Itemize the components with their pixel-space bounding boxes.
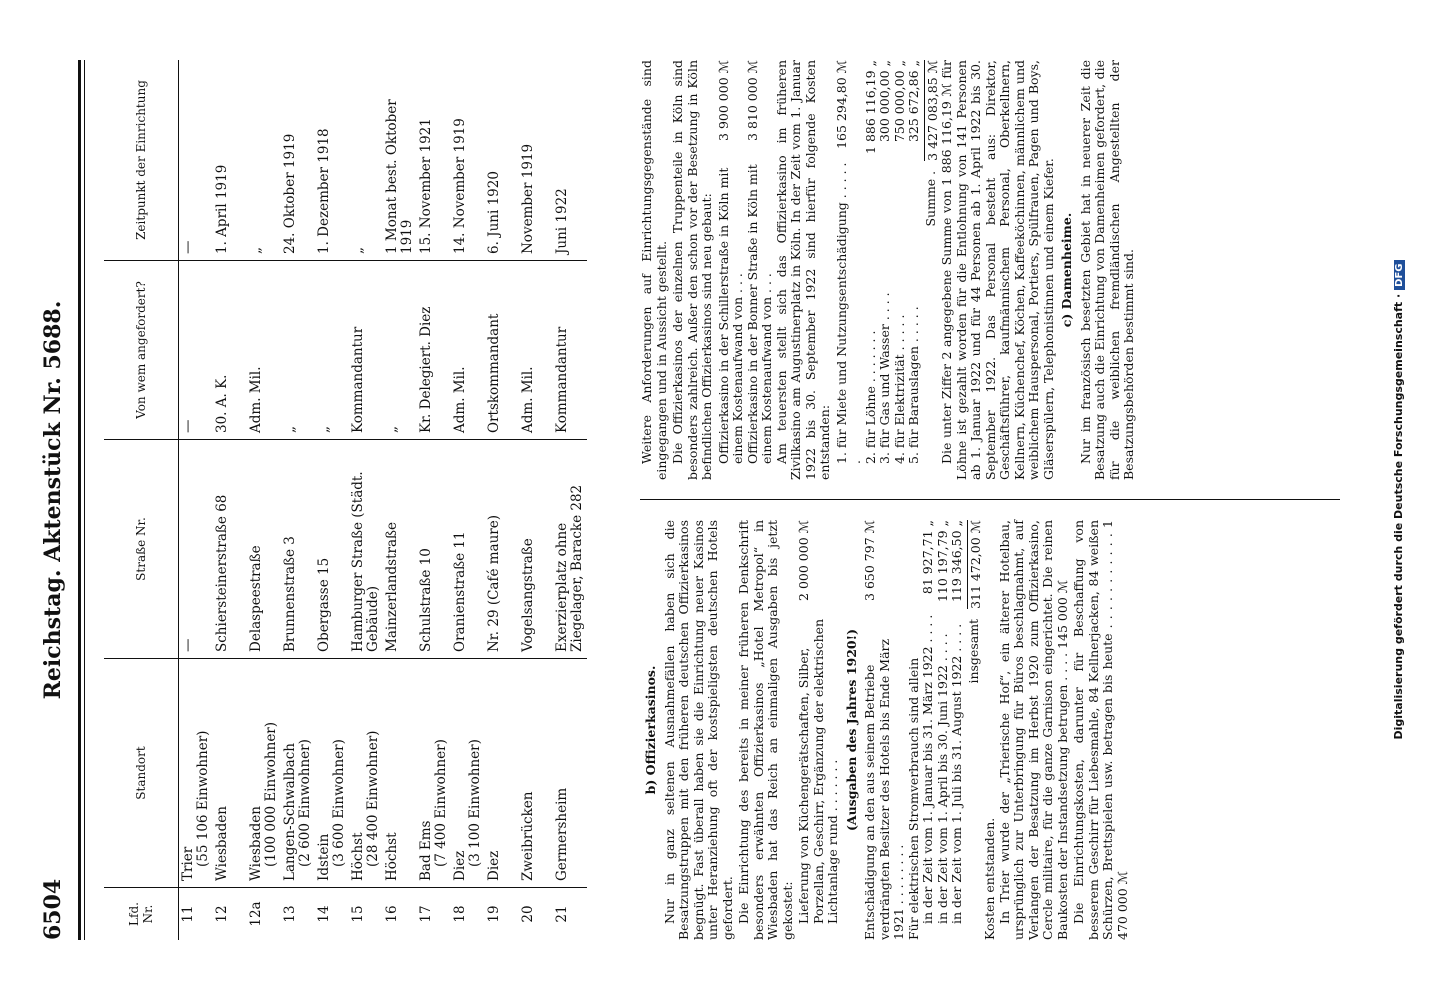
paragraph: Weitere Anforderungen auf Einrichtungsgegenstände sind eingegangen und in Aussicht gestellt. <box>639 60 669 480</box>
cell-von-wem <box>417 261 451 440</box>
cell-strasse-text: Schulstraße 10 <box>418 548 434 652</box>
cell-strasse <box>281 440 315 659</box>
cost-label: 3. für Gas und Wasser . . . . <box>877 292 892 464</box>
col-header-zeitpunkt: Zeitpunkt der Einrichtung <box>104 60 179 261</box>
cell-zeitpunkt <box>519 60 553 261</box>
cell-nr-text: 18 <box>452 905 468 923</box>
cell-zeitpunkt <box>179 60 214 261</box>
cost-line <box>864 60 879 480</box>
digitization-credit <box>1392 0 1405 1000</box>
cell-standort <box>179 659 214 888</box>
cell-von-wem-text: Ortskommandant <box>486 313 502 433</box>
cell-von-wem-text: Kr. Delegiert. Diez <box>418 306 434 433</box>
cell-nr-text: 19 <box>486 905 502 923</box>
cell-standort-text: Idstein <box>316 833 332 881</box>
paragraph-text: Die Einrichtungskosten, darunter für Beschaffung von besserem Geschirr für Liebesmahle, 84 Kellnerjacken, 84 weißen Schürzen, Brettspielen usw. betragen bis heute . . . . . . . . . . . <box>1071 520 1115 940</box>
cell-strasse <box>417 440 451 659</box>
cost-label: 5. für Barauslagen . . . . . <box>906 306 921 464</box>
cell-von-wem-text: Kommandantur <box>554 326 570 433</box>
table-row <box>383 60 417 940</box>
cell-standort <box>383 659 417 888</box>
cell-einwohner-text: (100 000 Einwohner) <box>263 721 279 867</box>
cell-von-wem-text: Kommandantur <box>350 326 366 433</box>
paragraph: Die Offizierkasinos der einzelnen Truppenteile in Köln sind besonders zahlreich. Außer den schon vor der Besetzung in Köln befindlichen Offizierkasinos sind neu gebaut: <box>670 60 714 480</box>
cell-nr <box>417 888 451 941</box>
cell-zeitpunkt <box>247 60 281 261</box>
cell-nr <box>213 888 247 941</box>
cell-nr <box>281 888 315 941</box>
cell-strasse-text: — <box>180 638 196 652</box>
paragraph: Nur im französisch besetzten Gebiet hat in neuerer Zeit die Besatzung auch die Einrichtung von Damenheimen gefordert, die für die weiblichen fremdländischen Angestellten der Besatzungsbehörden bestimmt sind. <box>1077 60 1136 480</box>
cell-strasse-text: Nr. 29 (Café maure) <box>486 514 502 652</box>
cell-zeitpunkt <box>383 60 417 261</box>
cell-strasse-text: Brunnenstraße 3 <box>282 536 298 652</box>
cell-nr <box>179 888 214 941</box>
table-row <box>553 60 587 940</box>
cell-strasse <box>519 440 553 659</box>
cell-nr <box>247 888 281 941</box>
cell-nr-text: 12 <box>214 905 230 923</box>
cost-amount: 300 000,00 „ <box>877 60 892 143</box>
cell-nr <box>451 888 485 941</box>
paragraph: Am teuersten stellt sich das Offizierkasino im früheren Zivilkasino am Augustinerplatz in Köln. In der Zeit vom 1. Januar 1922 bis 30. September 1922 sind hierfür folgende Kosten entstanden: <box>773 60 832 480</box>
cell-standort-text: Höchst <box>350 832 366 881</box>
cost-amount: 1 886 116,19 „ <box>862 60 878 154</box>
cost-label: 1. für Miete und Nutzungsentschädigung . . . . . . <box>833 162 863 464</box>
cost-amount: 165 294,80 ℳ <box>833 60 849 149</box>
cell-von-wem-text: Adm. Mil. <box>452 366 468 433</box>
cell-standort-text: Trier <box>180 846 196 881</box>
cell-standort-text: Zweibrücken <box>520 791 536 881</box>
section-heading-offizierkasinos: b) Offizierkasinos. <box>643 665 658 795</box>
cell-nr-text: 14 <box>316 905 332 923</box>
cell-strasse <box>553 440 587 659</box>
section-heading-damenheime: c) Damenheime. <box>1059 212 1074 328</box>
cell-von-wem <box>213 261 247 440</box>
header-rule <box>78 60 81 940</box>
cell-zeitpunkt-text: 14. November 1919 <box>452 118 468 254</box>
cell-von-wem-text: „ <box>316 426 332 433</box>
cell-strasse <box>213 440 247 659</box>
cell-strasse <box>315 440 349 659</box>
cell-standort <box>281 659 315 888</box>
cell-standort-text: Germersheim <box>554 787 570 881</box>
cell-strasse-text: Exerzierplatz ohne Ziegelager, Baracke 282 <box>554 484 585 652</box>
cost-label: in der Zeit vom 1. April bis 30. Juni 1922 . . . . <box>934 633 950 924</box>
text-line: Kosten entstanden. <box>982 817 997 940</box>
cell-zeitpunkt-text: 6. Juni 1920 <box>486 171 502 254</box>
sum-line <box>924 60 941 480</box>
cell-zeitpunkt <box>553 60 587 261</box>
cell-standort <box>553 659 587 888</box>
cost-line <box>893 60 908 480</box>
table-row <box>179 60 214 940</box>
cell-zeitpunkt-text: 1 Monat best. Oktober 1919 <box>384 99 415 254</box>
cell-von-wem <box>485 261 519 440</box>
cell-strasse <box>451 440 485 659</box>
cell-nr <box>553 888 587 941</box>
col-header-nr: Lfd. Nr. <box>104 888 179 941</box>
cell-standort-text: Langen-Schwalbach <box>282 743 298 881</box>
cell-nr-text: 20 <box>520 905 536 923</box>
cell-zeitpunkt <box>451 60 485 261</box>
col-header-von-wem: Von wem angefordert? <box>104 261 179 440</box>
cell-standort-text: Höchst <box>384 832 400 881</box>
cell-strasse-text: Mainzerlandstraße <box>384 521 400 652</box>
cell-standort <box>485 659 519 888</box>
cell-nr-text: 11 <box>180 905 196 923</box>
cost-amount: 81 927,71 „ <box>920 520 935 595</box>
cell-nr-text: 17 <box>418 905 434 923</box>
col-header-strasse: Straße Nr. <box>104 440 179 659</box>
table-row <box>213 60 247 940</box>
cost-amount: 119 346,50 „ <box>949 520 964 603</box>
cell-von-wem-text: Adm. Mil. <box>520 366 536 433</box>
subheading: (Ausgaben des Jahres 1920!) <box>843 629 859 832</box>
cell-von-wem <box>553 261 587 440</box>
cell-einwohner-text: (2 600 Einwohner) <box>297 739 313 867</box>
cell-strasse <box>349 440 383 659</box>
cell-zeitpunkt-text: 1. Dezember 1918 <box>316 128 332 254</box>
cell-standort <box>315 659 349 888</box>
cell-von-wem-text: Adm. Mil. <box>248 366 264 433</box>
cell-nr <box>519 888 553 941</box>
cell-nr-text: 21 <box>554 905 570 923</box>
sum-label: Summe . <box>922 170 938 227</box>
paragraph <box>1072 520 1130 940</box>
cell-strasse-text: Schiersteinerstraße 68 <box>214 494 230 652</box>
header-rule-thin <box>84 60 85 940</box>
cell-von-wem <box>349 261 383 440</box>
column-divider <box>640 499 1340 500</box>
cell-zeitpunkt-text: — <box>180 240 196 254</box>
cell-strasse-text: Oranienstraße 11 <box>452 531 468 652</box>
table-row <box>485 60 519 940</box>
cell-standort <box>519 659 553 888</box>
paragraph: Nur in ganz seltenen Ausnahmefällen haben sich die Besatzungstruppen mit den früheren deutschen Offizierkasinos begnügt. Fast überall haben sie die Einrichtung neuer Kasinos unter Heranziehung oft der kostspieligsten deutschen Hotels gefordert. <box>661 520 735 940</box>
cell-zeitpunkt <box>485 60 519 261</box>
page-header <box>40 60 74 940</box>
cell-einwohner-text: (7 400 Einwohner) <box>433 739 449 867</box>
cost-label: Offizierkasino in der Bonner Straße in Köln mit einem Kostenaufwand von . . . <box>744 164 774 464</box>
cell-von-wem <box>315 261 349 440</box>
cost-line <box>950 520 965 940</box>
left-column <box>640 520 1132 940</box>
paragraph: Die Einrichtung des bereits in meiner früheren Denkschrift besonders erwähnten Offizierkasinos „Hotel Metropol“ in Wiesbaden hat das Reich an einmaligen Ausgaben bis jetzt gekostet: <box>736 520 795 940</box>
paragraph: Die unter Ziffer 2 angegebene Summe von 1 886 116,19 ℳ für Löhne ist gezahlt worden für die Entlohnung von 141 Personen ab 1. Januar 1922 und für 44 Personen ab 1. April 1922 bis 30. September 1922. Das Personal besteht aus: Direktor, Geschäftsführer, kaufmännischem Personal, Oberkellnern, Kellnern, Küchenchef, Köchen, Kaffeeköchinnen, männlichem und weiblichem Hauspersonal, Portiers, Spülfrauen, Pagen und Boys, Gläserspülern, Telephonistinnen und einem Kiefer. <box>939 60 1056 480</box>
cell-strasse <box>247 440 281 659</box>
total-line <box>967 520 984 940</box>
cell-zeitpunkt-text: 1. April 1919 <box>214 164 230 254</box>
cell-von-wem <box>247 261 281 440</box>
cell-nr-text: 16 <box>384 905 400 923</box>
cost-label: in der Zeit vom 1. Juli bis 31. August 1922 . . . . <box>949 623 964 924</box>
cell-einwohner-text: (28 400 Einwohner) <box>365 730 381 867</box>
cost-line <box>835 60 864 480</box>
cell-nr <box>349 888 383 941</box>
cell-von-wem-text: 30. A. K. <box>214 374 230 433</box>
cell-zeitpunkt <box>349 60 383 261</box>
col-header-standort: Standort <box>104 659 179 888</box>
cell-standort <box>451 659 485 888</box>
cost-amount: 145 000 ℳ <box>1054 579 1070 649</box>
cell-standort-text: Bad Ems <box>418 820 434 881</box>
page-number: 6504 <box>40 878 66 940</box>
cost-line <box>878 60 893 480</box>
table-row <box>247 60 281 940</box>
cost-amount: 750 000,00 „ <box>891 60 907 143</box>
cell-einwohner-text: (3 600 Einwohner) <box>331 739 347 867</box>
cost-line <box>921 520 936 940</box>
table-row <box>417 60 451 940</box>
cell-von-wem <box>451 261 485 440</box>
page-title: Reichstag. Aktenstück Nr. 5688. <box>40 300 66 700</box>
cell-strasse <box>485 440 519 659</box>
cell-von-wem <box>383 261 417 440</box>
cell-einwohner-text: (3 100 Einwohner) <box>467 739 483 867</box>
cost-label: Entschädigung an den aus seinem Betriebe verdrängten Besitzer des Hotels bis Ende März 1921 . . . . . . . . <box>862 638 906 940</box>
cost-amount: 3 650 797 ℳ <box>862 520 877 601</box>
cost-amount: 1 470 000 ℳ <box>1100 520 1130 940</box>
cell-von-wem <box>519 261 553 440</box>
cell-standort <box>417 659 451 888</box>
cost-line <box>717 60 746 480</box>
cost-amount: 110 197,79 „ <box>934 520 950 603</box>
total-label: insgesamt <box>965 618 981 684</box>
cell-von-wem <box>179 261 214 440</box>
table-row <box>349 60 383 940</box>
text-line: Für elektrischen Stromverbrauch sind allein <box>905 657 921 940</box>
cell-standort-text: Diez <box>486 850 502 881</box>
cost-amount: 2 000 000 ℳ <box>796 520 811 601</box>
cell-standort <box>213 659 247 888</box>
cell-von-wem-text: — <box>180 419 196 433</box>
cell-standort <box>247 659 281 888</box>
cell-standort-text: Wiesbaden <box>248 806 264 881</box>
table-row <box>315 60 349 940</box>
cell-strasse-text: Hamburger Straße (Städt. Gebäude) <box>350 471 381 652</box>
table-row <box>451 60 485 940</box>
total-amount: 311 472,00 ℳ <box>967 520 983 609</box>
paragraph <box>998 520 1071 940</box>
cell-zeitpunkt-text: Juni 1922 <box>554 188 570 254</box>
cell-zeitpunkt-text: „ <box>248 247 264 254</box>
cell-strasse <box>383 440 417 659</box>
cell-von-wem-text: „ <box>384 426 400 433</box>
cell-nr-text: 15 <box>350 905 366 923</box>
cell-zeitpunkt <box>417 60 451 261</box>
cell-zeitpunkt-text: 24. Oktober 1919 <box>282 133 298 254</box>
sum-amount: 3 427 083,85 ℳ <box>924 60 940 161</box>
dfg-logo: DFG <box>1394 261 1405 290</box>
cell-standort-text: Diez <box>452 850 468 881</box>
cost-label: Offizierkasino in der Schillerstraße in Köln mit einem Kostenaufwand von . . . <box>715 167 745 464</box>
cell-standort <box>349 659 383 888</box>
credit-text: Digitalisierung gefördert durch die Deutsche Forschungsgemeinschaft · <box>1392 293 1405 740</box>
cell-nr <box>383 888 417 941</box>
cell-zeitpunkt <box>281 60 315 261</box>
cost-label: Lieferung von Küchengerätschaften, Silber, Porzellan, Geschirr, Ergänzung der elektrischen Lichtanlage rund . . . . . . . <box>796 618 840 924</box>
cell-zeitpunkt-text: „ <box>350 247 366 254</box>
cell-nr-text: 13 <box>282 905 298 923</box>
cell-von-wem-text: „ <box>282 426 298 433</box>
cell-zeitpunkt <box>213 60 247 261</box>
cost-label: in der Zeit vom 1. Januar bis 31. März 1922 . . . . <box>920 614 935 924</box>
paragraph-text: In Trier wurde der „Trierische Hof“, ein älterer Hotelbau, ursprünglich zur Unterbringung für Büros beschlagnahmt, auf Verlangen der Besatzung im Herbst 1920 zum Offizierkasino, Cercle militaire, für die ganze Garnison eingerichtet. Die reinen Baukosten der Instandsetzung betrugen . . . . <box>996 520 1070 940</box>
cost-line <box>907 60 922 480</box>
table-row <box>281 60 315 940</box>
cost-line <box>746 60 775 480</box>
right-column <box>640 60 1139 480</box>
cost-label: 4. für Elektrizität . . . . . <box>891 314 907 464</box>
cost-line <box>936 520 951 940</box>
cell-zeitpunkt <box>315 60 349 261</box>
cell-nr-text: 12a <box>248 901 264 927</box>
cost-amount: 3 810 000 ℳ <box>744 60 760 141</box>
cell-standort-text: Wiesbaden <box>214 806 230 881</box>
cell-zeitpunkt-text: 15. November 1921 <box>418 118 434 254</box>
cell-strasse-text: Delaspeestraße <box>248 545 264 652</box>
cost-line <box>797 520 841 940</box>
table-row <box>519 60 553 940</box>
cost-amount: 3 900 000 ℳ <box>715 60 731 141</box>
location-table <box>104 60 587 940</box>
cell-strasse-text: Vogelsangstraße <box>520 538 536 652</box>
cell-strasse <box>179 440 214 659</box>
cell-nr <box>485 888 519 941</box>
table-header-row <box>104 60 179 940</box>
cell-zeitpunkt-text: November 1919 <box>520 143 536 254</box>
cell-strasse-text: Obergasse 15 <box>316 557 332 652</box>
cell-von-wem <box>281 261 315 440</box>
cost-amount: 325 672,86 „ <box>906 60 921 143</box>
cost-line <box>863 520 907 940</box>
cell-einwohner-text: (55 106 Einwohner) <box>195 730 211 867</box>
cell-nr <box>315 888 349 941</box>
cost-label: 2. für Löhne . . . . . . . <box>862 330 878 464</box>
